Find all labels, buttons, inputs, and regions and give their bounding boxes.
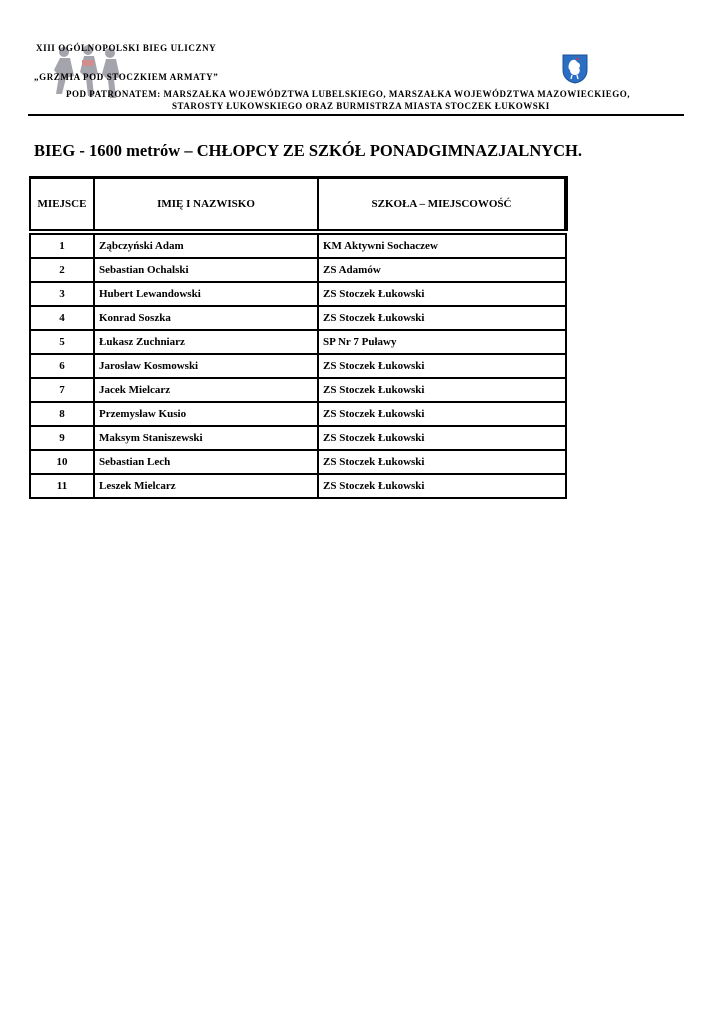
results-table bbox=[29, 176, 568, 499]
school-cell: ZS Stoczek Łukowski bbox=[318, 474, 566, 498]
place-cell: 2 bbox=[30, 258, 94, 282]
name-cell: Hubert Lewandowski bbox=[94, 282, 318, 306]
coat-of-arms-icon bbox=[562, 54, 588, 84]
place-cell: 4 bbox=[30, 306, 94, 330]
header-event-name: XIII OGÓLNOPOLSKI BIEG ULICZNY bbox=[36, 43, 217, 53]
table-row bbox=[30, 330, 566, 354]
table-row bbox=[30, 426, 566, 450]
name-cell: Sebastian Ochalski bbox=[94, 258, 318, 282]
place-cell: 10 bbox=[30, 450, 94, 474]
name-cell: Jarosław Kosmowski bbox=[94, 354, 318, 378]
table-row bbox=[30, 378, 566, 402]
header-patronage-line2: STAROSTY ŁUKOWSKIEGO ORAZ BURMISTRZA MIASTA STOCZEK ŁUKOWSKI bbox=[172, 101, 550, 111]
place-cell: 6 bbox=[30, 354, 94, 378]
school-cell: ZS Stoczek Łukowski bbox=[318, 306, 566, 330]
table-header-row bbox=[30, 178, 566, 231]
table-row bbox=[30, 474, 566, 498]
school-cell: ZS Stoczek Łukowski bbox=[318, 354, 566, 378]
school-cell: ZS Stoczek Łukowski bbox=[318, 450, 566, 474]
name-cell: Leszek Mielcarz bbox=[94, 474, 318, 498]
header-event-slogan: „GRZMIA POD STOCZKIEM ARMATY” bbox=[34, 72, 219, 82]
column-header-school: SZKOŁA – MIEJSCOWOŚĆ bbox=[318, 178, 566, 231]
place-cell: 5 bbox=[30, 330, 94, 354]
column-header-name: IMIĘ I NAZWISKO bbox=[94, 178, 318, 231]
header-divider bbox=[28, 114, 684, 116]
table-row bbox=[30, 402, 566, 426]
school-cell: ZS Adamów bbox=[318, 258, 566, 282]
name-cell: Jacek Mielcarz bbox=[94, 378, 318, 402]
place-cell: 8 bbox=[30, 402, 94, 426]
place-cell: 3 bbox=[30, 282, 94, 306]
school-cell: ZS Stoczek Łukowski bbox=[318, 282, 566, 306]
page-title: BIEG - 1600 metrów – CHŁOPCY ZE SZKÓŁ PONADGIMNAZJALNYCH. bbox=[34, 141, 583, 160]
name-cell: Przemysław Kusio bbox=[94, 402, 318, 426]
table-row bbox=[30, 258, 566, 282]
name-cell: Konrad Soszka bbox=[94, 306, 318, 330]
column-header-place: MIEJSCE bbox=[30, 178, 94, 231]
place-cell: 11 bbox=[30, 474, 94, 498]
results-body bbox=[30, 230, 566, 498]
name-cell: Sebastian Lech bbox=[94, 450, 318, 474]
table-row bbox=[30, 282, 566, 306]
name-cell: Łukasz Zuchniarz bbox=[94, 330, 318, 354]
school-cell: ZS Stoczek Łukowski bbox=[318, 402, 566, 426]
header-patronage-line1: POD PATRONATEM: MARSZAŁKA WOJEWÓDZTWA LUBELSKIEGO, MARSZAŁKA WOJEWÓDZTWA MAZOWIECKIEGO, bbox=[66, 89, 630, 99]
name-cell: Maksym Staniszewski bbox=[94, 426, 318, 450]
school-cell: KM Aktywni Sochaczew bbox=[318, 234, 566, 258]
table-row bbox=[30, 354, 566, 378]
school-cell: ZS Stoczek Łukowski bbox=[318, 378, 566, 402]
school-cell: SP Nr 7 Puławy bbox=[318, 330, 566, 354]
name-cell: Ząbczyński Adam bbox=[94, 234, 318, 258]
table-row bbox=[30, 234, 566, 258]
school-cell: ZS Stoczek Łukowski bbox=[318, 426, 566, 450]
place-cell: 1 bbox=[30, 234, 94, 258]
table-row bbox=[30, 306, 566, 330]
place-cell: 7 bbox=[30, 378, 94, 402]
table-row bbox=[30, 450, 566, 474]
place-cell: 9 bbox=[30, 426, 94, 450]
